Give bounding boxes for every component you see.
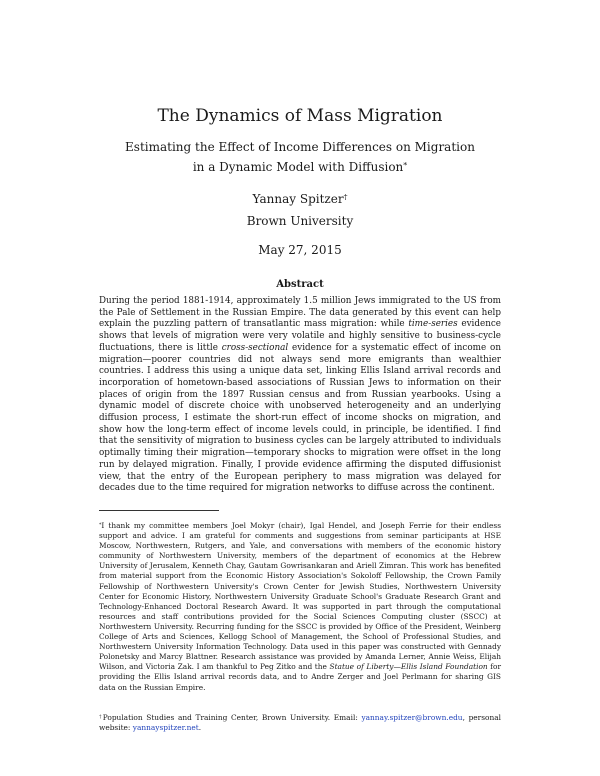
author-text: Yannay Spitzer [252, 192, 344, 206]
footnote-text-a: I thank my committee members Joel Mokyr (chair), Igal Hendel, and Joseph Ferrie for their endless support and advice. I am grateful for comments and suggestions from seminar participants at HSE Moscow, Northwestern, Rutgers, and Yale, and conversations with members of the economic history community of Northwestern University, members of the department of economics at the Hebrew University of Jerusalem, Kenneth Chay, Gautam Gowrisankaran and Ariell Zimran. This work has benefited from material support from the Economic History Association's Sokoloff Fellowship, the Crown Family Fellowship of Northwestern University's Crown Center for Jewish Studies, Northwestern University Center for Economic History, Northwestern University Graduate School's Graduate Research Grant and Technology-Enhanced Doctoral Research Award. It was supported in part through the computational resources and staff contributions provided for the Social Sciences Computing cluster (SSCC) at Northwestern University. Recurring funding for the SSCC is provided by Office of the President, Weinberg College of Arts and Sciences, Kellogg School of Management, the School of Professional Studies, and Northwestern University Information Technology. Data used in this paper was constructed with Gennady Polonetsky and Marcy Blattner. Research assistance was provided by Amanda Lerner, Annie Weiss, Elijah Wilson, and Victoria Zak. I am thankful to Peg Zitko and the [99, 521, 501, 672]
footnote-mark: † [99, 714, 103, 720]
footnote-mark-dagger: † [343, 192, 348, 202]
paper-date: May 27, 2015 [258, 243, 342, 257]
paper-title: The Dynamics of Mass Migration [157, 106, 443, 126]
email-link[interactable]: yannay.spitzer@brown.edu [361, 713, 463, 722]
abstract-part-2: evidence shows that levels of migration were very volatile and highly sensitive to business-cycle fluctuations, there is little [99, 319, 501, 353]
subtitle-text: in a Dynamic Model with Diffusion [192, 160, 404, 174]
paper-subtitle-line-2 [0, 160, 600, 174]
abstract-part-1: During the period 1881-1914, approximately 1.5 million Jews immigrated to the US from the Pale of Settlement in the Russian Empire. The data generated by this event can help explain the puzzling pattern of transatlantic mass migration: while [99, 296, 501, 330]
abstract-emphasis-2: cross-sectional [221, 342, 289, 353]
footnote-text-b: , personal website: [99, 713, 501, 733]
author-name [0, 192, 600, 206]
abstract-emphasis-1: time-series [408, 319, 458, 330]
footnote-mark: * [99, 522, 102, 528]
footnote-italic-text: Statue of Liberty—Ellis Island Foundation [329, 662, 488, 672]
footnote-text-b: for providing the Ellis Island arrival records data, and to Andre Zerger and Joel Perlmann for sharing GIS data on the Russian Empire. [99, 662, 501, 692]
author-affiliation: Brown University [246, 214, 354, 228]
footnote-divider [99, 510, 219, 511]
abstract-part-3: evidence for a systematic effect of income on migration—poorer countries did not always send more emigrants than wealthier countries. I address this using a unique data set, linking Ellis Island arrival records and incorporation of hometown-based associations of Russian Jews to information on their places of origin from the 1897 Russian census and from Russian yearbooks. Using a dynamic model of discrete choice with unobserved heterogeneity and an underlying diffusion process, I estimate the short-run effect of income shocks on migration, and show how the long-term effect of income levels could, in principle, be identified. I find that the sensitivity of migration to business cycles can be largely attributed to individuals optimally timing their migration—temporary shocks to migration were offset in the long run by delayed migration. Finally, I provide evidence affirming the disputed diffusionist view, that the entry of the European periphery to mass migration was delayed for decades due to the time required for migration networks to diffuse across the continent. [99, 342, 501, 494]
footnote-author-contact [99, 713, 501, 733]
footnote-mark-star: * [403, 160, 408, 170]
paper-subtitle-line-1: Estimating the Effect of Income Differences on Migration [125, 140, 475, 154]
website-link[interactable]: yannayspitzer.net [132, 723, 199, 733]
footnote-acknowledgements [99, 521, 501, 693]
footnote-text-c: . [198, 723, 202, 733]
abstract-heading: Abstract [276, 279, 324, 290]
abstract-text [99, 296, 501, 495]
footnote-text-a: Population Studies and Training Center, Brown University. Email: [102, 713, 362, 722]
